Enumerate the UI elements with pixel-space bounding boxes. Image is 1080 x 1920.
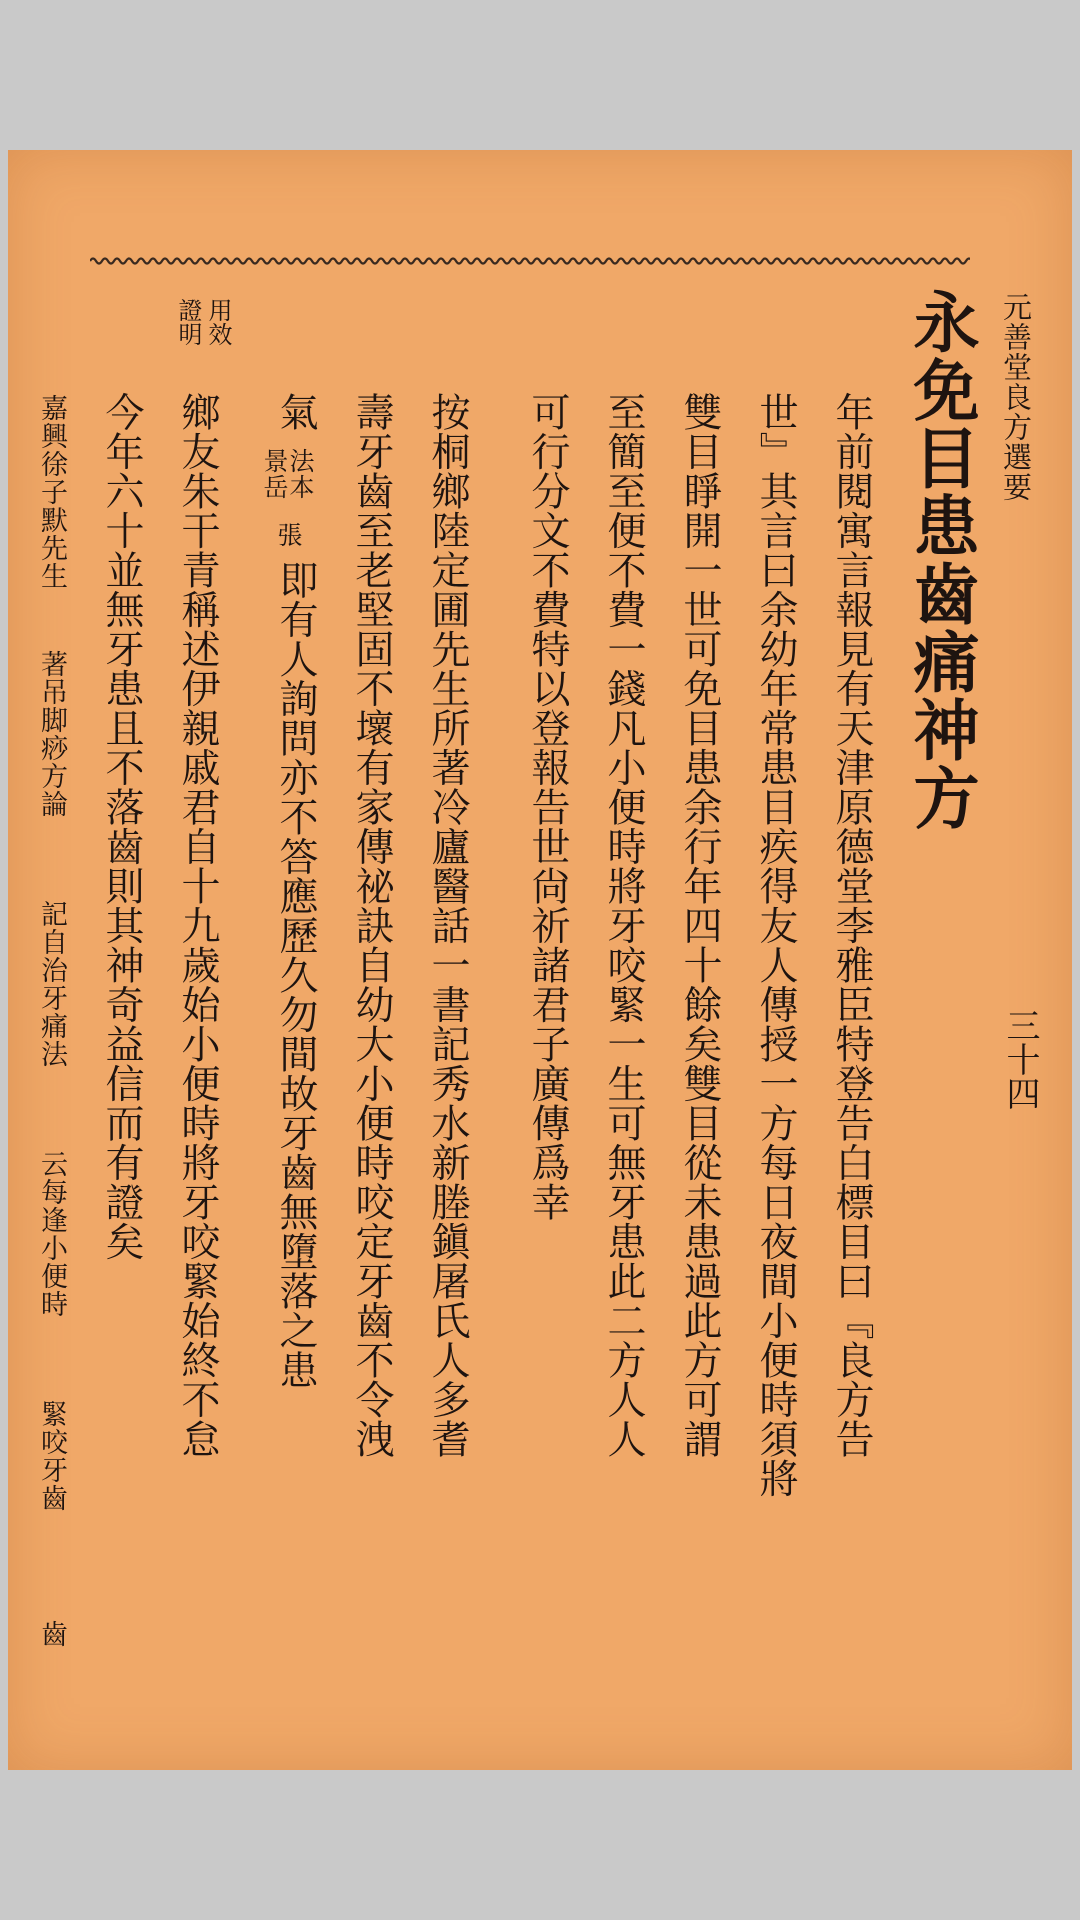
article-title: 永免目患齒痛神方 <box>902 288 980 832</box>
text-column: 鄉友朱干青稱述伊親戚君自十九歲始小便時將牙咬緊始終不怠 <box>175 392 220 1459</box>
running-header-title: 元善堂良方選要 <box>999 292 1033 502</box>
last-column-segment: 嘉興徐子默先生 <box>36 394 67 590</box>
text-column: 年前閱寓言報見有天津原德堂李雅臣特登告白標目曰『良方告 <box>829 392 874 1459</box>
qi-character: 氣 <box>273 392 318 432</box>
last-column-segment: 齒 <box>36 1620 67 1648</box>
text-column: 世』其言曰余幼年常患目疾得友人傳授一方每日夜間小便時須將 <box>753 392 798 1498</box>
last-column-segment: 云每逢小便時 <box>36 1150 67 1318</box>
decorative-wavy-rule <box>90 255 970 267</box>
annotation-fa-ben: 法本 <box>286 448 315 500</box>
text-column: 至簡至便不費一錢凡小便時將牙咬緊一生可無牙患此二方人人 <box>601 392 646 1459</box>
text-column: 可行分文不費特以登報告世尙祈諸君子廣傳爲幸 <box>525 392 570 1222</box>
text-column: 雙目睜開一世可免目患余行年四十餘矣雙目從未患過此方可謂 <box>677 392 722 1459</box>
annotation-jing-yue: 景岳 <box>260 448 289 500</box>
last-column-segment: 著吊脚痧方論 <box>36 650 67 818</box>
last-column-segment: 緊咬牙齒 <box>36 1400 67 1512</box>
margin-note-proof: 證明 <box>174 298 202 346</box>
margin-note-effect: 用效 <box>204 298 232 346</box>
annotation-zhang: 張 <box>274 522 303 548</box>
last-column-segment: 記自治牙痛法 <box>36 900 67 1068</box>
text-column: 壽牙齒至老堅固不壞有家傳祕訣自幼大小便時咬定牙齒不令洩 <box>349 392 394 1459</box>
page-number: 三十四 <box>1000 1008 1040 1110</box>
text-column: 今年六十並無牙患且不落齒則其神奇益信而有證矣 <box>99 392 144 1261</box>
text-column: 按桐鄉陸定圃先生所著冷廬醫話一書記秀水新塍鎭屠氏人多耆 <box>425 392 470 1459</box>
text-column: 即有人詢問亦不答應歷久勿間故牙齒無墮落之患 <box>273 560 318 1390</box>
